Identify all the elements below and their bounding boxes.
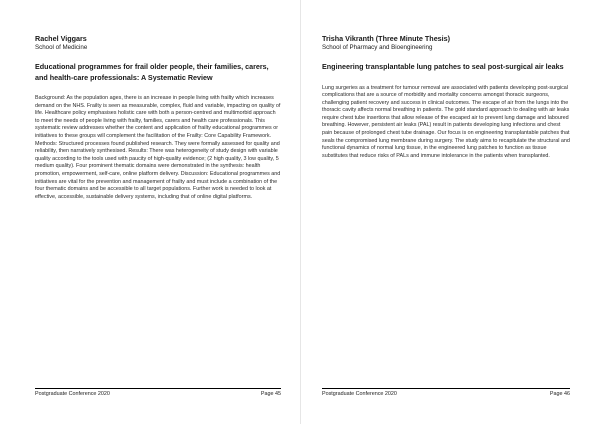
footer-rule <box>322 388 570 389</box>
author-name: Trisha Vikranth (Three Minute Thesis) <box>322 34 451 43</box>
page-right <box>300 0 600 424</box>
footer-page-number: Page 46 <box>549 391 570 397</box>
footer-page-number: Page 45 <box>260 391 281 397</box>
abstract-body: Background: As the population ages, there is an increase in people living with frailty which increases demand on the NHS. Frailty is seen as measurable, complex, fluid and variable, impacting on quality of life. Healthcare policy emphasises holistic care with both a person-centred and multimorbid approach to meet the needs of people living with frailty, families, carers and health care professionals. This systematic review addresses whether the content and application of frailty educational programmes or initiatives to these groups will complement the facilitation of the Frailty: Core Capability Framework. Methods: Structured processes found published research. They were formally assessed for quality and reliability, then narratively synthesised. Results: There was heterogeneity of study design with variable quality according to the tools used with paucity of high-quality evidence; (2 high quality, 3 low quality, 5 medium quality). Four prominent thematic domains were demonstrated in the synthesis: health promotion, empowerment, self-care, online platform delivery. Discussion: Educational programmes and initiatives are vital for the prevention and management of frailty and must include a combination of the four thematic domains and be accessible to all target populations. Further work is needed to look at effective, accessible, sustainable delivery systems, including that of online digital platforms. <box>35 95 281 200</box>
page-footer <box>322 391 570 398</box>
footer-rule <box>35 388 281 389</box>
author-affiliation: School of Medicine <box>35 44 88 51</box>
abstract-body: Lung surgeries as a treatment for tumour removal are associated with patients developing post-surgical complications that are a source of morbidity and mortality concerns amongst thoracic surgeons, challenging patient recovery and success in clinical outcomes. The escape of air from the lungs into the thoracic cavity affects normal breathing in patients. The gold standard approach to dealing with air leaks require chest tube insertions that allow release of the escaped air to prevent lung damage and laboured breathing. However, persistent air leaks (PAL) result in patients developing lung infections and chest pain because of prolonged chest tube drainage. Our focus is on engineering transplantable patches that seals the compromised lung membrane during surgery. The study aims to recapitulate the structural and functional dynamics of normal lung tissue, in the engineered lung patches to function as tissue substitutes that reduce risks of PALs and immune intolerance in the patients when transplanted. <box>322 84 570 159</box>
footer-conference: Postgraduate Conference 2020 <box>322 391 397 397</box>
page-footer <box>35 391 281 398</box>
author-affiliation: School of Pharmacy and Bioengineering <box>322 44 433 51</box>
abstract-title: Educational programmes for frail older people, their families, carers, and health-care professionals: A Systematic Review <box>35 62 269 82</box>
footer-conference: Postgraduate Conference 2020 <box>35 391 110 397</box>
abstract-title: Engineering transplantable lung patches to seal post-surgical air leaks <box>322 62 564 71</box>
author-name: Rachel Viggars <box>35 34 87 43</box>
